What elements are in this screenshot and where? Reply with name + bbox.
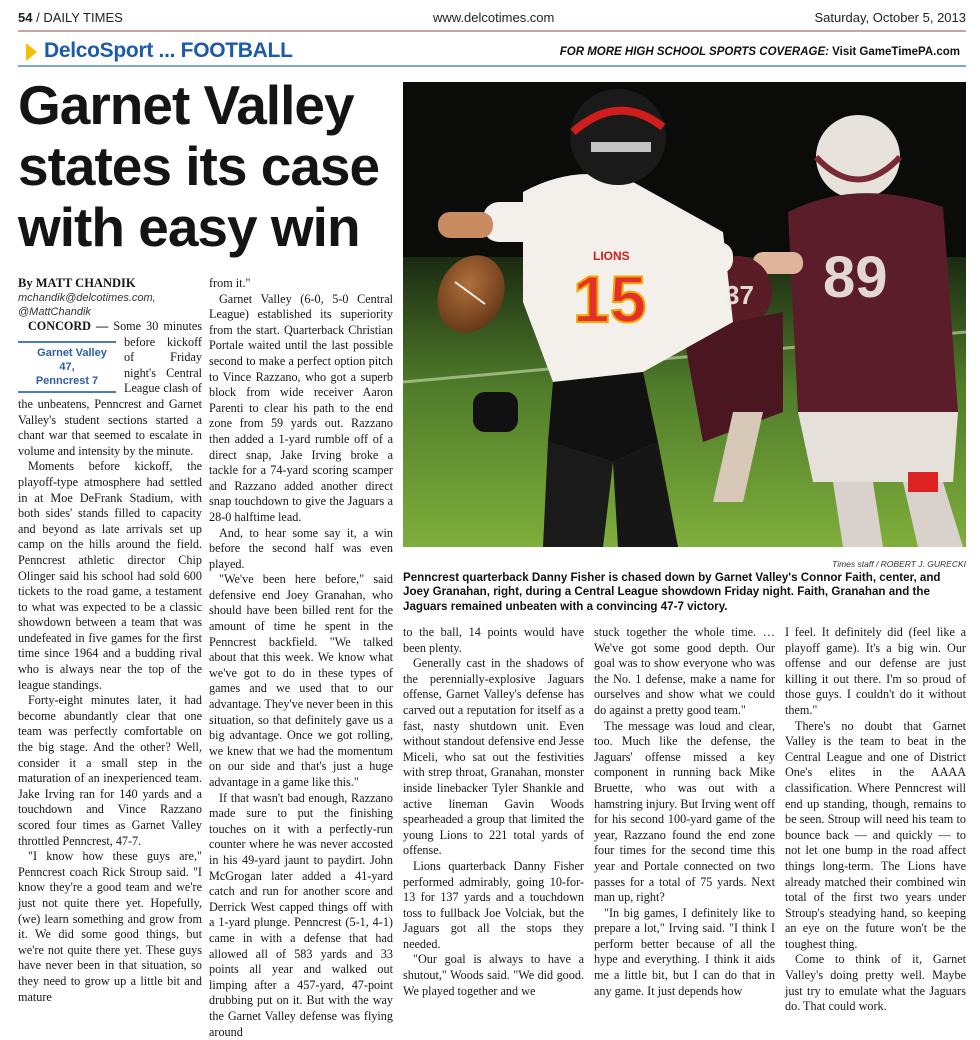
paragraph: Generally cast in the shadows of the perennially-explosive Jaguars offense, Garnet Valley's defense has carved out a reputation for itself as a fast, nasty shutdown unit. Even without standout defensive end Jesse Miceli, who sat out the festivities with strep throat, Granahan, monster inside linebacker Tyler Shankle and active lineman Gavin Woods spearheaded a group that limited the young Lions to 221 total yards of offense. (403, 656, 584, 858)
website-url[interactable]: www.delcotimes.com (433, 10, 555, 25)
paragraph: Moments before kickoff, the playoff-type atmosphere had settled in at Moe DeFrank Stadium, with both sides' stands filled to capacity and beyond as late arrivals set up camp on the hills around the field. Penncrest athletic director Chip Olinger said his school had sold 600 tickets to the road game, a testament to what was expected to be a classic showdown between a team that was undefeated in five games for the first time since 1964 and a budding rival who is always near the top of the league standings. (18, 459, 202, 692)
header-rule (18, 30, 966, 32)
headline: Garnet Valley states its case with easy win (18, 74, 380, 258)
section-bar (18, 37, 966, 67)
issue-date: Saturday, October 5, 2013 (814, 10, 966, 25)
article-column-5 (785, 625, 966, 1015)
more-coverage-link[interactable]: Visit GameTimePA.com (832, 46, 960, 58)
more-coverage-label: FOR MORE HIGH SCHOOL SPORTS COVERAGE: (559, 46, 829, 58)
article-column-4 (594, 625, 775, 999)
paragraph: Garnet Valley (6-0, 5-0 Central League) established its superiority from the start. Quarterback Christian Portale waited until the last possible second to make a perfect option pitch to Vince Razzano, who got a superb block from wide receiver Aaron Parenti to clear his path to the end zone from 59 yards out. Razzano then added a 1-yard rumble off of a direct snap, Jake Irving broke a tackle for a 74-yard scoring scamper and Razzano added another direct snap touchdown to give the Jaguars a 28-0 halftime lead. (209, 291, 393, 524)
score-box (18, 341, 116, 393)
jersey-team-text: LIONS (593, 249, 630, 263)
paragraph: to the ball, 14 points would have been plenty. (403, 625, 584, 655)
paragraph: There's no doubt that Garnet Valley is the team to beat in the Central League and one of District One's elites in the AAAA classification. Where Penncrest will end up standing, though, remains to be seen. Stroup will need his team to bounce back — and quickly — to not let one bump in the road affect things long-term. The Lions have already matched their combined win total of the first two years under Stroup's steadying hand, so keeping an eye on the future won't be the toughest thing. (785, 718, 966, 951)
jersey-number-front: 15 (573, 262, 647, 336)
paragraph (18, 319, 202, 459)
paragraph-lead-text: Some 30 minutes before kickoff of Friday night's Central League clash of the unbeatens, Penncrest and Garnet Valley's student sections started a chant war that seemed to escalate in volume and intensity by the minute. (18, 319, 203, 458)
paragraph: If that wasn't bad enough, Razzano made sure to put the finishing touches on it with a perfectly-run counter where he was never accosted in his 49-yard jaunt to paydirt. John McGrogan later added a 41-yard catch and run for another score and Derrick West capped things off with a 1-yard plunge. Penncrest (5-1, 4-1) came in with a defense that had allowed all of 583 yards and 33 points all year and walked out limping after a 457-yard, 47-point drubbing put on it. But with the way the Garnet Valley defense was flying around (209, 790, 393, 1039)
jersey-number-back: 89 (823, 245, 888, 310)
score-line-1: Garnet Valley 47, (37, 346, 107, 373)
paragraph: And, to hear some say it, a win before the second half was even played. (209, 525, 393, 571)
paragraph: Forty-eight minutes later, it had become abundantly clear that one team was perfectly comfortable on the big stage. And the other? Well, consider it a small step in the maturation of an inexperienced team. Jake Irving ran for 140 yards and a touchdown and Vince Razzano scored four times as Garnet Valley throttled Penncrest, 47-7. (18, 693, 202, 848)
byline-twitter[interactable]: @MattChandik (18, 306, 91, 318)
dateline: CONCORD — (28, 319, 109, 333)
paragraph: The message was loud and clear, too. Much like the defense, the Jaguars' offense missed a key component in running back Mike Bruette, who was out with a hamstring injury. But Irving went off for his second 100-yard game of the year, Razzano found the end zone four times for the second time this year and Portale connected on two passes for a total of 75 yards. Next man up, right? (594, 718, 775, 905)
paragraph: stuck together the whole time. … We've got some good depth. Our goal was to show everyone who was the No. 1 defense, make a name for ourselves and show what we could do against a pretty good team." (594, 625, 775, 717)
byline-email[interactable]: mchandik@delcotimes.com, (18, 292, 156, 304)
section-title: DelcoSport ... FOOTBALL (44, 39, 293, 62)
paragraph: Come to think of it, Garnet Valley's doing pretty well. Maybe just try to emulate what the Jaguars do. That could work. (785, 952, 966, 1014)
paragraph: "Our goal is always to have a shutout," Woods said. "We did good. We played together and we (403, 952, 584, 998)
paragraph: "I know how these guys are," Penncrest coach Rick Stroup said. "I know they're a good team and we're just not quite there yet. Hopefully, (we) learn something and grow from it. We did some good things, but we're not quite there yet. These guys have never been in that situation, so they need to grow up a little bit and mature (18, 849, 202, 1004)
article-column-3 (403, 625, 584, 999)
more-coverage (560, 46, 960, 58)
game-photo (403, 82, 966, 547)
paragraph: "We've been here before," said defensive end Joey Granahan, who should have been billed rent for the amount of time he spent in the Penncrest backfield. "We talked about that this week. We know what we've got to do in these types of games and we used that to our advantage. They've never been in this situation, so that definitely gave us a big advantage. Once we got rolling, we knew that we had the momentum on our side and that's just a huge advantage in a game like this." (209, 572, 393, 789)
photo-credit: Times staff / ROBERT J. GURECKI (832, 559, 966, 569)
arrow-icon (26, 43, 37, 61)
score-line-2: Penncrest 7 (35, 374, 99, 387)
paragraph: Lions quarterback Danny Fisher performed admirably, going 10-for-13 for 137 yards and a touchdown toss to fullback Joe Volciak, but the Jaguars got all the stops they needed. (403, 858, 584, 951)
paragraph-lead (18, 319, 202, 458)
paragraph: "In big games, I definitely like to prepare a lot," Irving said. "I think I perform better because of all the hype and everything. I think it aids me a little bit, but I can do that in any game. It just depends how (594, 905, 775, 998)
byline-author: By MATT CHANDIK (18, 276, 136, 290)
page-folio: 54 / DAILY TIMES (18, 10, 123, 25)
photo-caption: Penncrest quarterback Danny Fisher is chased down by Garnet Valley's Connor Faith, center, and Joey Granahan, right, during a Central League showdown Friday night. Faith, Granahan and the Jaguars remained unbeaten with a convincing 47-7 victory. (403, 571, 941, 613)
article-column-2 (209, 276, 393, 1040)
paragraph: from it." (209, 276, 251, 290)
page-number: 54 (18, 10, 33, 25)
photo-illustration (403, 82, 966, 547)
article-column-1 (18, 276, 202, 1005)
jersey-number-mid: 37 (725, 280, 754, 310)
paper-name: DAILY TIMES (43, 10, 123, 25)
page-header (18, 8, 966, 30)
paragraph: I feel. It definitely did (feel like a playoff game). It's a big win. Our offense and our defense are just killing it out there. I'm so proud of those guys. I couldn't do it without them." (785, 625, 966, 717)
